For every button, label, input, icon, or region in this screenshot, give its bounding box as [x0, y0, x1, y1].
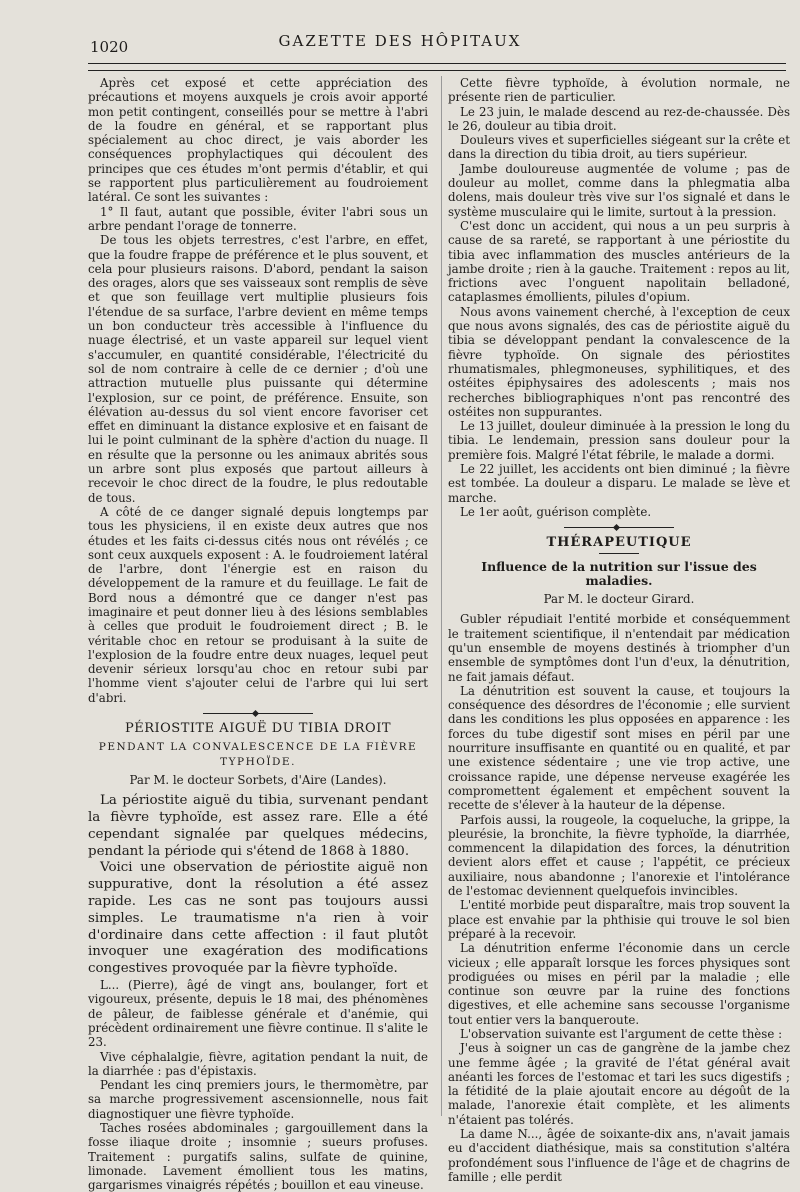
paragraph: Douleurs vives et superficielles siégeant sur la crête et dans la direction du tibia droit, au tiers supérieur. — [448, 133, 790, 162]
paragraph: De tous les objets terrestres, c'est l'arbre, en effet, que la foudre frappe de préférence et le plus souvent, et cela pour plusieurs raisons. D'abord, pendant la saison des orages, alors que ses vaisseaux sont remplis de sève et que son feuillage vert multiplie plusieurs fois l'étendue de sa surface, l'arbre devient en même temps un bon conducteur très accessible à l'influence du nuage électrisé, et un vaste appareil sur lequel vient s'accumuler, en quantité considérable, l'électricité du sol de nom contraire à celle de ce dernier ; d'où une attraction mutuelle plus puissante qui détermine l'explosion, sur ce point, de préférence. Ensuite, son élévation au-dessus du sol vient encore favoriser cet effet en diminuant la distance explosive et en faisant de lui le point culminant de la sphère d'action du nuage. Il en résulte que la personne ou les animaux abrités sous un arbre sont plus exposés que partout ailleurs à recevoir le choc direct de la foudre, le plus redoutable de tous. — [88, 233, 428, 505]
section-heading: THÉRAPEUTIQUE — [546, 535, 692, 551]
section-rule — [599, 553, 639, 554]
paragraph: Voici une observation de périostite aiguë non suppurative, dont la résolution a été assez rapide. Les cas ne sont pas toujours aussi simples. Le traumatisme n'a rien à voir d'ordinaire dans cette affection : il faut plutôt invoquer une exagération des modifications congestives provoquée par la fièvre typhoïde. — [88, 860, 428, 977]
right-column — [448, 76, 790, 1184]
paragraph: Gubler répudiait l'entité morbide et conséquemment le traitement scientifique, il n'entendait par médication qu'un ensemble de moyens destinés à triompher d'un ensemble de symptômes dont l'un d'eux, la dénutrition, ne fait jamais défaut. — [448, 612, 790, 684]
article-title: Influence de la nutrition sur l'issue des maladies. — [481, 558, 757, 588]
paragraph: L... (Pierre), âgé de vingt ans, boulanger, fort et vigoureux, présente, depuis le 18 mai, des phénomènes de pâleur, de faiblesse générale et d'anémie, qui précèdent ordinairement une fièvre continue. Il s'alite le 23. — [88, 978, 428, 1050]
separator-ornament — [564, 527, 674, 528]
paragraph: Après cet exposé et cette appréciation des précautions et moyens auxquels je crois avoir apporté mon petit contingent, conseillés pour se mettre à l'abri de la foudre en général, et se rapportant plus spécialement au choc direct, je vais aborder les conséquences prophylactiques qui découlent des principes que ces études m'ont permis d'établir, et qui se rapportent plus particulièrement au foudroiement latéral. Ce sont les suivantes : — [88, 76, 428, 205]
paragraph: C'est donc un accident, qui nous a un peu surpris à cause de sa rareté, se rapportant à une périostite du tibia avec inflammation des muscles antérieurs de la jambe droite ; rien à la gauche. Traitement : repos au lit, frictions avec l'onguent napolitain belladoné, cataplasmes émollients, pilules d'opium. — [448, 218, 790, 305]
page-number: 1020 — [90, 38, 129, 56]
running-title: GAZETTE DES HÔPITAUX — [278, 32, 522, 50]
paragraph: La dénutrition est souvent la cause, et toujours la conséquence des désordres de l'économie ; elle survient dans les conditions les plus opposées en apparence : les forces du tube digestif sont mises en péril par une nourriture insuffisante en quantité ou en qualité, et par une existence sédentaire ; une vie trop active, une croissance rapide, une dépense nerveuse exagérée les compromettent également et empêchent souvent la recette de s'élever à la hauteur de la dépense. — [448, 683, 790, 813]
article-author: Par M. le docteur Girard. — [543, 592, 695, 607]
header-rule-top — [88, 63, 786, 64]
article-title: PÉRIOSTITE AIGUË DU TIBIA DROIT — [124, 721, 391, 737]
article-subtitle: PENDANT LA CONVALESCENCE DE LA FIÈVRE TYPHOÏDE. — [98, 741, 418, 768]
paragraph: A côté de ce danger signalé depuis longtemps par tous les physiciens, il en existe deux autres que nos études et les faits ci-dessus cités nous ont révélés ; ce sont ceux auxquels exposent : A. le foudroiement latéral de l'arbre, dont l'énergie est en raison du développement de la ramure et du feuillage. Le fait de Bord nous a démontré que ce danger n'est pas imaginaire et peut donner lieu à des lésions semblables à celles que produit le foudroiement direct ; B. le véritable choc en retour se produisant à la suite de l'explosion de la foudre entre deux nuages, lequel peut devenir sérieux lorsqu'au choc en retour subi par l'homme vient s'ajouter celui de l'arbre qui lui sert d'abri. — [88, 504, 428, 705]
column-divider — [441, 76, 442, 1116]
left-column — [88, 76, 428, 1192]
paragraph: L'observation suivante est l'argument de cette thèse : — [460, 1027, 783, 1041]
paragraph: Le 23 juin, le malade descend au rez-de-chaussée. Dès le 26, douleur au tibia droit. — [448, 104, 790, 133]
paragraph: Vive céphalalgie, fièvre, agitation pendant la nuit, de la diarrhée : pas d'épistaxis. — [88, 1049, 428, 1078]
paragraph: La dénutrition enferme l'économie dans un cercle vicieux ; elle apparaît lorsque les forces physiques sont prodiguées ou mises en péril par la maladie ; elle continue son œuvre par la ruine des fonctions digestives, et elle achemine sans secousse l'organisme tout entier vers la banqueroute. — [448, 941, 790, 1027]
paragraph: Le 1er août, guérison complète. — [460, 504, 652, 519]
paragraph: Parfois aussi, la rougeole, la coqueluche, la grippe, la pleurésie, la bronchite, la fièvre typhoïde, la diarrhée, commencent la dilapidation des forces, la dénutrition devient alors effet et cause ; l'appétit, ce précieux auxiliaire, nous abandonne ; l'anorexie et l'intolérance de l'estomac deviennent quelquefois invincibles. — [448, 812, 790, 899]
paragraph: Le 22 juillet, les accidents ont bien diminué ; la fièvre est tombée. La douleur a disparu. Le malade se lève et marche. — [448, 462, 790, 505]
paragraph: La périostite aiguë du tibia, survenant pendant la fièvre typhoïde, est assez rare. Elle a été cependant signalée par quelques médecins, pendant la période qui s'étend de 1868 à 1880. — [88, 793, 428, 859]
paragraph: L'entité morbide peut disparaître, mais trop souvent la place est envahie par la phthisie qui trouve le sol bien préparé à la recevoir. — [448, 898, 790, 941]
paragraph: Pendant les cinq premiers jours, le thermomètre, par sa marche progressivement ascensionnelle, nous fait diagnostiquer une fièvre typhoïde. — [88, 1078, 428, 1121]
paragraph: 1° Il faut, autant que possible, éviter l'abri sous un arbre pendant l'orage de tonnerre. — [88, 204, 428, 233]
header-rule-bottom — [88, 70, 786, 71]
paragraph: Nous avons vainement cherché, à l'exception de ceux que nous avons signalés, des cas de périostite aiguë du tibia se développant pendant la convalescence de la fièvre typhoïde. On signale des périostites rhumatismales, phlegmoneuses, syphilitiques, et des ostéites épiphysaires des adolescents ; mais nos recherches bibliographiques n'ont pas rencontré des ostéites non suppurantes. — [448, 304, 790, 419]
article-author: Par M. le docteur Sorbets, d'Aire (Landes). — [129, 772, 387, 787]
paragraph: Le 13 juillet, douleur diminuée à la pression le long du tibia. Le lendemain, pression sans douleur pour la première fois. Malgré l'état fébrile, le malade a dormi. — [448, 419, 790, 462]
paragraph: Jambe douloureuse augmentée de volume ; pas de douleur au mollet, comme dans la phlegmatia alba dolens, mais douleur très vive sur l'os signalé et dans le système musculaire qui le limite, surtout à la pression. — [448, 161, 790, 219]
paragraph: La dame N..., âgée de soixante-dix ans, n'avait jamais eu d'accident diathésique, mais sa constitution s'altéra profondément sous l'influence de l'âge et de chagrins de famille ; elle perdit — [448, 1127, 790, 1184]
paragraph: Cette fièvre typhoïde, à évolution normale, ne présente rien de particulier. — [448, 76, 790, 105]
paragraph: Taches rosées abdominales ; gargouillement dans la fosse iliaque droite ; insomnie ; sueurs profuses. Traitement : purgatifs salins, sulfate de quinine, limonade. Lavement émollient tous les matins, gargarismes vinaigrés répétés ; bouillon et eau vineuse. — [88, 1120, 428, 1192]
paragraph: J'eus à soigner un cas de gangrène de la jambe chez une femme âgée ; la gravité de l'état général avait anéanti les forces de l'estomac et tari les sucs digestifs ; la fétidité de la plaie ajoutait encore au dégoût de la malade, l'anorexie était complète, et les aliments n'étaient pas tolérés. — [448, 1041, 790, 1127]
separator-ornament — [203, 713, 313, 714]
